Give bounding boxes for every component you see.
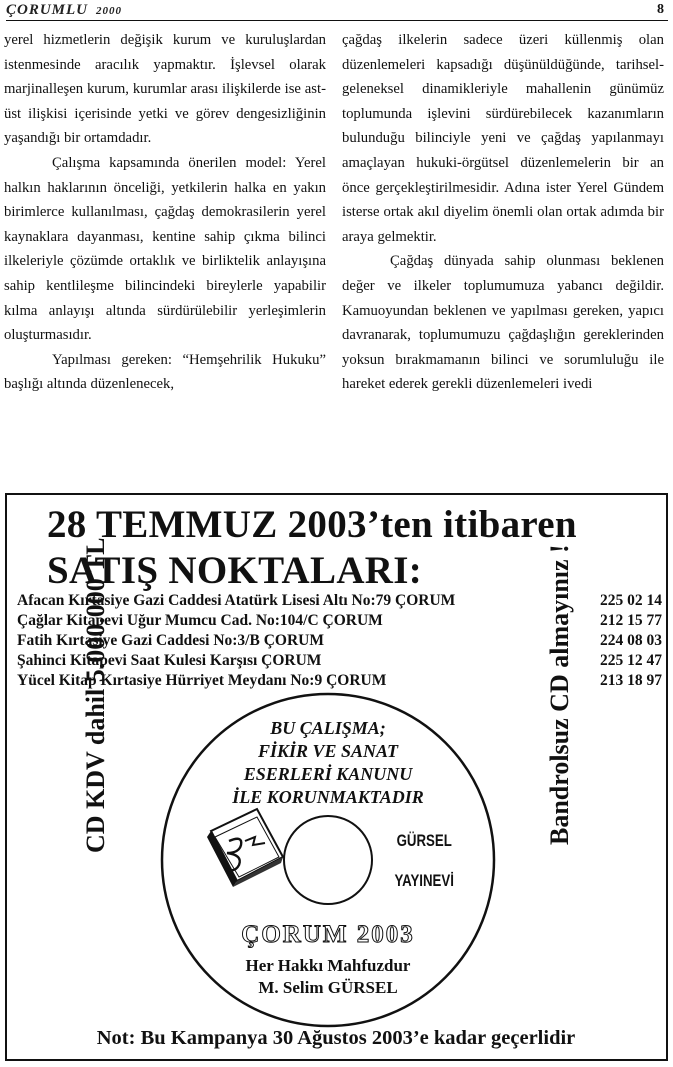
rights-line: Her Hakkı Mahfuzdur	[245, 956, 411, 975]
article-column-right	[342, 28, 664, 397]
ad-title-line2: SATIŞ NOKTALARI:	[47, 549, 423, 592]
notice-line: FİKİR VE SANAT	[257, 741, 399, 761]
outlet-name: Afacan Kırtasiye Gazi Caddesi Atatürk Lisesi Altı No:79 ÇORUM	[17, 592, 456, 609]
article-column-left	[4, 28, 326, 397]
outlet-name: Çağlar Kitapevi Uğur Mumcu Cad. No:104/C ÇORUM	[17, 612, 383, 629]
newspaper-brand	[6, 2, 122, 19]
cd-copyright-notice	[199, 717, 457, 809]
article-paragraph: çağdaş ilkelerin sadece üzeri küllenmiş olan düzenlemeleri kapsadığı düşünüldüğünde, tarihsel-geleneksel dinamikleriyle mahallenin günümüz toplumunda işlevini sürdürebilecek kazanımların bulunduğu bilinciyle yeni ve çağdaş yapılanmayı amaçlayan hukuki-örgütsel düzenlemelerin bir an önce gerçekleştirilmesidir. Adına ister Yerel Gündem isterse ortak akıl diyelim önemli olan ortak adımda bir araya gelmektir.	[342, 32, 664, 245]
cd-brand-text: ÇORUM 2003	[241, 921, 415, 948]
notice-line: ESERLERİ KANUNU	[243, 764, 413, 784]
publisher-name	[393, 821, 455, 901]
outlet-phone: 225 02 14	[600, 592, 662, 609]
outlet-name: Yücel Kitap Kırtasiye Hürriyet Meydanı No:9 ÇORUM	[17, 672, 387, 689]
outlet-phone: 225 12 47	[600, 652, 662, 669]
rights-line: M. Selim GÜRSEL	[258, 978, 398, 997]
outlet-name: Fatih Kırtasiye Gazi Caddesi No:3/B ÇORUM	[17, 632, 324, 649]
notice-line: BU ÇALIŞMA;	[270, 718, 386, 738]
outlet-phone: 212 15 77	[600, 612, 662, 629]
ad-title-line1: 28 TEMMUZ 2003’ten itibaren	[47, 503, 577, 546]
cd-center-hole	[284, 816, 372, 904]
article-paragraph: Çalışma kapsamında önerilen model: Yerel halkın haklarının önceliği, yetkilerin halka en yakın birimlerce kullanılması, çağdaş demokrasilerin yerel kaynaklara dayanması, kentine sahip çıkma bilinci ilkeleriyle çözümde ortaklık ve birliktelik anlayışına sahip kentlileşme bilincindeki bireylerle yapabilir kılma anlayışı altında sürdürülebilir yerleşimlerin oluşturmasıdır.	[4, 154, 326, 344]
notice-line: İLE KORUNMAKTADIR	[232, 787, 424, 807]
outlet-phone: 224 08 03	[600, 632, 662, 649]
publisher-line: YAYINEVİ	[394, 871, 454, 890]
page-header	[6, 2, 668, 22]
article-paragraph: Çağdaş dünyada sahip olunması beklenen değer ve ilkeler toplumumuza yabancı değildir. Kamuoyundan beklenen ve yapılması gereken, yapıcı davranarak, toplumumuzu çağdaşlığın gereklerinden yoksun bırakmamanın bilinci ve sorumluluğu ile hareket ederek gerekli düzenlemeleri ivedi	[342, 253, 664, 393]
article-paragraph: yerel hizmetlerin değişik kurum ve kuruluşlardan istenmesinde aracılık yapmaktır. İşlevsel olarak marjinalleşen kurum, kurumlar arası ilişkilerde ise ast-üst ilişkisi içerisinde yetki ve görev dengesizliğinin yaşandığı bir ortamdadır.	[4, 32, 326, 147]
article-paragraph: Yapılması gereken: “Hemşehrilik Hukuku” başlığı altında düzenlenecek,	[4, 351, 326, 393]
cd-disc	[159, 691, 497, 1029]
cd-brand-logo	[223, 919, 433, 951]
outlet-phone: 213 18 97	[600, 672, 662, 689]
cd-advertisement	[5, 493, 668, 1061]
publisher-line: GÜRSEL	[396, 831, 452, 850]
brand-name: ÇORUMLU	[6, 2, 89, 18]
cd-rights	[209, 955, 447, 999]
warning-text: Bandrolsuz CD almayınız !	[545, 544, 574, 845]
header-rule	[6, 20, 668, 21]
campaign-note: Not: Bu Kampanya 30 Ağustos 2003’e kadar geçerlidir	[96, 1027, 576, 1049]
outlet-name: Şahinci Kitapevi Saat Kulesi Karşısı ÇORUM	[17, 652, 322, 669]
price-text: CD KDV dahil 5.000.000 TL	[81, 537, 110, 853]
page-number: 8	[657, 2, 664, 17]
brand-year: 2000	[96, 5, 123, 17]
